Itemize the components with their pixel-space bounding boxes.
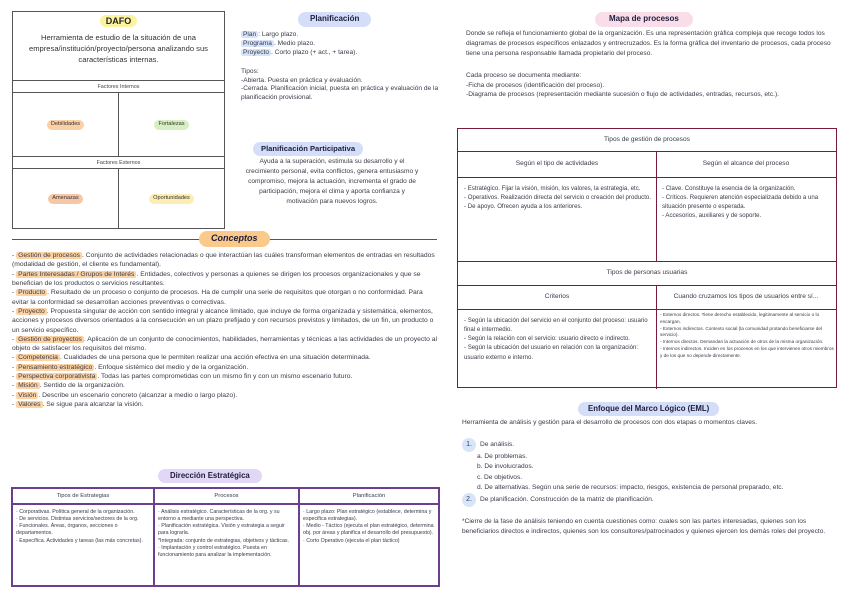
plan-term: Plan	[243, 31, 257, 38]
tipo-abierta: -Abierta. Puesta en práctica y evaluación.	[241, 76, 363, 84]
dafo-description: Herramienta de estudio de la situación de una empresa/institución/proyecto/persona analizando sus características internas.	[29, 33, 208, 64]
debilidades-tag: Debilidades	[47, 120, 84, 129]
gestion-item: - Críticos. Requieren atención especializada debido a una situación presente o esperada.	[662, 194, 819, 211]
programa-text: . Medio plazo.	[273, 39, 316, 47]
procesos-column	[153, 489, 298, 585]
usuarios-item: - Externos indirectos. Contexto social (la comunidad protando beneficiarse del servicio).	[660, 325, 823, 338]
procesos-body	[155, 505, 298, 563]
concepto-item: - Pensamiento estratégico . Enfoque sistémico del medio y de la organización.	[12, 363, 249, 371]
oportunidades-tag: Oportunidades	[149, 194, 194, 203]
procesos-header: Procesos	[155, 489, 298, 505]
step2-label: De planificación. Construcción de la matriz de planificación.	[480, 496, 654, 504]
proyecto-term: Proyecto	[243, 48, 270, 56]
direccion-line: · De servicios. Distintas servicios/sectores de la org.	[16, 516, 139, 523]
dafo-external-header: Factores Externos	[13, 157, 224, 169]
concepto-item: - Misión . Sentido de la organización.	[12, 382, 125, 390]
direccion-line: · Análisis estratégico. Características de la org. y su entorno a mediante una perspectiva.	[158, 509, 280, 523]
concepto-term: Competencia	[18, 354, 58, 362]
mapa-heading	[595, 12, 693, 27]
direccion-line: · Corporativas. Política general de la organización.	[16, 509, 135, 515]
sub-a: a. De problemas.	[477, 453, 528, 461]
usuarios-item: - Internos directos. Demandan la actuación de otros de la misma organización.	[660, 339, 824, 345]
usuarios-col2-header: Cuando cruzamos los tipos de usuarios entre sí...	[673, 293, 819, 300]
usuarios-item: - Externos directos. Tiene derecho establecido, legitimamente al servicio o lo encargan.	[660, 312, 820, 324]
programa-term: Programa	[243, 39, 272, 47]
planificacion-col-header: Planificación	[300, 489, 438, 505]
marco-heading	[578, 402, 719, 416]
planificacion-col-body	[300, 505, 438, 549]
mapa-title: Mapa de procesos	[595, 12, 693, 27]
dafo-internal	[13, 80, 224, 156]
gestion-item: - Accesorios, auxiliares y de soporte.	[662, 212, 762, 220]
tipo-cerrada: -Cerrada. Planificación inicial, puesta en práctica y evaluación de la planificación provisional.	[241, 85, 439, 102]
mapa-paragraph: Donde se refleja el funcionamiento global de la organización. Es una representación gráfica compleja que recoge todos los diagramas de procesos específicos enlazados y entrecruzados. Es la forma gráfica del inventario de procesos, cada proceso tiene una persona responsable llamada propietario del proceso.	[466, 30, 831, 57]
direccion-title: Dirección Estratégica	[158, 469, 262, 483]
estrategias-column	[13, 489, 153, 585]
concepto-term: Pensamiento estratégico	[18, 363, 93, 371]
sub-d: d. De alternativas. Según una serie de recursos: impacto, riesgos, existencia de personal preparado, etc.	[477, 483, 784, 491]
conceptos-list	[12, 251, 440, 409]
concepto-item: - Partes Interesadas / Grupos de Interés . Entidades, colectivos y personas a quienes se dirigen los procesos organizacionales y que se benefician de los productos o servicios resultantes.	[12, 270, 421, 287]
fortalezas-tag: Fortalezas	[154, 120, 188, 129]
planificacion-heading	[298, 12, 371, 27]
concepto-item: - Visión . Describe un escenario concreto (alcanzar a medio o largo plazo).	[12, 391, 238, 399]
tipos-gestion-title: Tipos de gestión de procesos	[604, 136, 690, 143]
concepto-definition: . Cualidades de una persona que le permiten realizar una acción efectiva en una situación determinada.	[59, 354, 371, 362]
gestion-item: - Operativos. Realización directa del servicio o creación del producto.	[464, 194, 651, 202]
direccion-line: *Integrada: conjunto de estrategias, objetivos y tácticas.	[158, 537, 290, 544]
gestion-item: - De apoyo. Ofrecen ayuda a los anteriores.	[464, 203, 583, 211]
concepto-item: - Producto . Resultado de un proceso o conjunto de procesos. Ha de cumplir una serie de requisitos que otorgan o no conformidad. Para evitar la conformidad se desarrollan acciones preventivas o correctivas.	[12, 289, 423, 306]
concepto-term: Proyecto	[18, 307, 45, 315]
gestion-col2-body	[662, 184, 834, 221]
concepto-definition: . Propuesta singular de acción con sentido integral y alcance limitado, que incluye de forma organizada y sistemática, elementos, acciones y procesos diversos orientados a la consecución en un plazo prefijado y con recursos previstos y limitados, de un fin, un producto o un servicio específico.	[12, 307, 434, 334]
usuarios-col1-header: Criterios	[544, 293, 570, 300]
gestion-col1-header: Según el tipo de actividades	[515, 160, 599, 167]
concepto-term: Valores	[18, 401, 41, 408]
tipos-usuarios-title: Tipos de personas usuarias	[606, 269, 688, 276]
concepto-term: Perspectiva corporativista	[18, 373, 96, 381]
proyecto-text: . Corto plazo (+ act., + tarea).	[271, 48, 358, 56]
dafo-box	[12, 11, 225, 229]
usuarios-col2-body	[660, 312, 835, 360]
planificacion-body	[241, 31, 441, 103]
concepto-term: Visión	[18, 391, 37, 399]
marco-note: *Cierre de la fase de análisis teniendo en cuenta cuestiones como: cuales son las partes interesadas, quienes son los beneficiarios directos e indirectos, quienes son los consultores/patrocinados y quienes ejercen los demás roles del proyecto.	[462, 518, 826, 536]
concepto-term: Partes Interesadas / Grupos de Interés	[18, 270, 135, 278]
mapa-body	[466, 29, 834, 100]
planificacion-column	[298, 489, 438, 585]
dafo-title: DAFO	[100, 15, 138, 27]
concepto-definition: . Enfoque sistémico del medio y de la organización.	[94, 363, 249, 371]
concepto-item: - Valores . Se sigue para alcanzar la visión.	[12, 401, 144, 408]
conceptos-title: Conceptos	[199, 231, 270, 247]
procesos-usuarios-table	[457, 128, 837, 388]
usuarios-item: - Según la ubicación del servicio en el conjunto del proceso: usuario final e intermedio.	[464, 317, 648, 334]
direccion-line: · Específica. Actividades y tareas (las más concretas).	[16, 537, 143, 544]
concepto-item: - Competencia . Cualidades de una persona que le permiten realizar una acción efectiva en una situación determinada.	[12, 354, 371, 362]
sub-c: c. De objetivos.	[477, 473, 523, 481]
marco-title: Enfoque del Marco Lógico (EML)	[578, 402, 719, 416]
concepto-definition: . Sentido de la organización.	[39, 382, 125, 390]
gestion-item: - Clave. Constituye la esencia de la organización.	[662, 185, 796, 192]
direccion-table	[11, 487, 440, 587]
concepto-definition: . Conjunto de actividades relacionadas o que interactúan las cuáles transforman elementos de entradas en resultados (modalidad de gestión, el cliente es fundamental).	[12, 252, 435, 269]
usuarios-item: - Internos indirectos. Inciden en los procesos en los que intervienen otros miembros y de los que no depende directamente.	[660, 346, 834, 358]
dafo-internal-header: Factores Internos	[13, 81, 224, 93]
amenazas-tag: Amenazas	[48, 194, 82, 203]
usuarios-col1-body	[464, 316, 652, 362]
concepto-term: Gestión de procesos	[18, 252, 81, 259]
mapa-intro: Cada proceso se documenta mediante:	[466, 71, 582, 79]
participativa-text: Ayuda a la superación, estimula su desarrollo y el crecimiento personal, evita conflictos, genera entusiasmo y compromiso, mejora la actuación, incrementa el grado de participación, mejora el clima y aporta confianza y motivación para nuevos logros.	[245, 158, 419, 205]
concepto-item: - Perspectiva corporativista . Todas las partes comprometidas con un mismo fin y con un mismo escenario futuro.	[12, 373, 353, 381]
sub-b: b. De involucrados.	[477, 463, 534, 471]
estrategias-body	[13, 505, 153, 549]
estrategias-header: Tipos de Estrategias	[13, 489, 153, 505]
concepto-definition: . Aplicación de un conjunto de conocimientos, habilidades, herramientas y técnicas a las actividades de un proyecto al objeto de satisfacer los requisitos del mismo.	[12, 335, 438, 353]
direccion-line: · Implantación y control estratégico. Puesta en funcionamiento para analizar la implementación.	[158, 544, 272, 558]
concepto-term: Gestión de proyectos	[18, 335, 82, 343]
direccion-line: · Corto Operativo (ejecuta el plan táctico)	[303, 537, 400, 544]
direccion-heading	[158, 469, 262, 483]
conceptos-heading	[199, 231, 270, 247]
concepto-definition: . Se sigue para alcanzar la visión.	[42, 401, 144, 408]
gestion-col1-body	[464, 184, 652, 211]
usuarios-item: - Según la ubicación del usuario en relación con la organización: usuario externo e interno.	[464, 344, 639, 361]
step1-number: 1.	[462, 438, 476, 452]
participativa-heading	[253, 142, 363, 156]
gestion-col2-header: Según el alcance del proceso	[702, 160, 790, 167]
usuarios-item: - Según la relación con el servicio: usuario directo e indirecto.	[464, 335, 630, 343]
tipos-label: Tipos:	[241, 67, 259, 75]
concepto-item: - Gestión de procesos . Conjunto de actividades relacionadas o que interactúan las cuáles transforman elementos de entradas en resultados (modalidad de gestión, el cliente es fundamental).	[12, 252, 435, 269]
concepto-definition: . Entidades, colectivos y personas a quienes se dirigen los procesos organizacionales y que se benefician de los productos o servicios resultantes.	[12, 270, 421, 287]
planificacion-title: Planificación	[298, 12, 371, 27]
plan-text: : Largo plazo.	[258, 31, 299, 38]
direccion-line: · Largo plazo: Plan estratégico (establece, determina y especifica estrategias).	[303, 509, 432, 523]
direccion-line: · Medio - Táctico (ejecuta el plan estratégico, determina obj. por áreas y planifica el desarrollo del presupuesto).	[303, 523, 434, 537]
direccion-line: · Planificación estratégica. Visión y estrategia a seguir para lograrla.	[158, 523, 285, 537]
step1-label: De análisis.	[480, 441, 515, 449]
step2-number: 2.	[462, 493, 476, 507]
concepto-term: Producto	[18, 289, 46, 297]
concepto-item: - Gestión de proyectos . Aplicación de un conjunto de conocimientos, habilidades, herramientas y técnicas a las actividades de un proyecto al objeto de satisfacer los requisitos del mismo.	[12, 335, 438, 353]
marco-intro: Herramienta de análisis y gestión para el desarrollo de procesos con dos etapas o momentos claves.	[462, 419, 758, 426]
gestion-item: - Estratégico. Fijar la visión, misión, los valores, la estrategia, etc.	[464, 185, 641, 192]
participativa-title: Planificación Participativa	[253, 142, 363, 156]
marco-body	[462, 418, 840, 538]
mapa-line1: -Ficha de procesos (identificación del proceso).	[466, 81, 605, 89]
concepto-definition: . Todas las partes comprometidas con un mismo fin y con un mismo escenario futuro.	[97, 373, 353, 381]
concepto-definition: . Resultado de un proceso o conjunto de procesos. Ha de cumplir una serie de requisitos que otorgan o no conformidad. Para evitar la conformidad se desarrollan acciones preventivas o correctivas.	[12, 289, 423, 306]
mapa-line2: -Diagrama de procesos (representación mediante sucesión o flujo de actividades, entradas, recursos, etc.).	[466, 91, 779, 99]
concepto-definition: . Describe un escenario concreto (alcanzar a medio o largo plazo).	[38, 391, 238, 399]
direccion-line: · Funcionales. Áreas, órganos, secciones o departamentos.	[16, 523, 118, 537]
concepto-term: Misión	[18, 382, 38, 390]
dafo-external	[13, 156, 224, 228]
concepto-item: - Proyecto . Propuesta singular de acción con sentido integral y alcance limitado, que incluye de forma organizada y sistemática, elementos, acciones y procesos diversos orientados a la consecución en un plazo prefijado y con recursos previstos y limitados, de un fin, un producto o un servicio específico.	[12, 307, 434, 334]
